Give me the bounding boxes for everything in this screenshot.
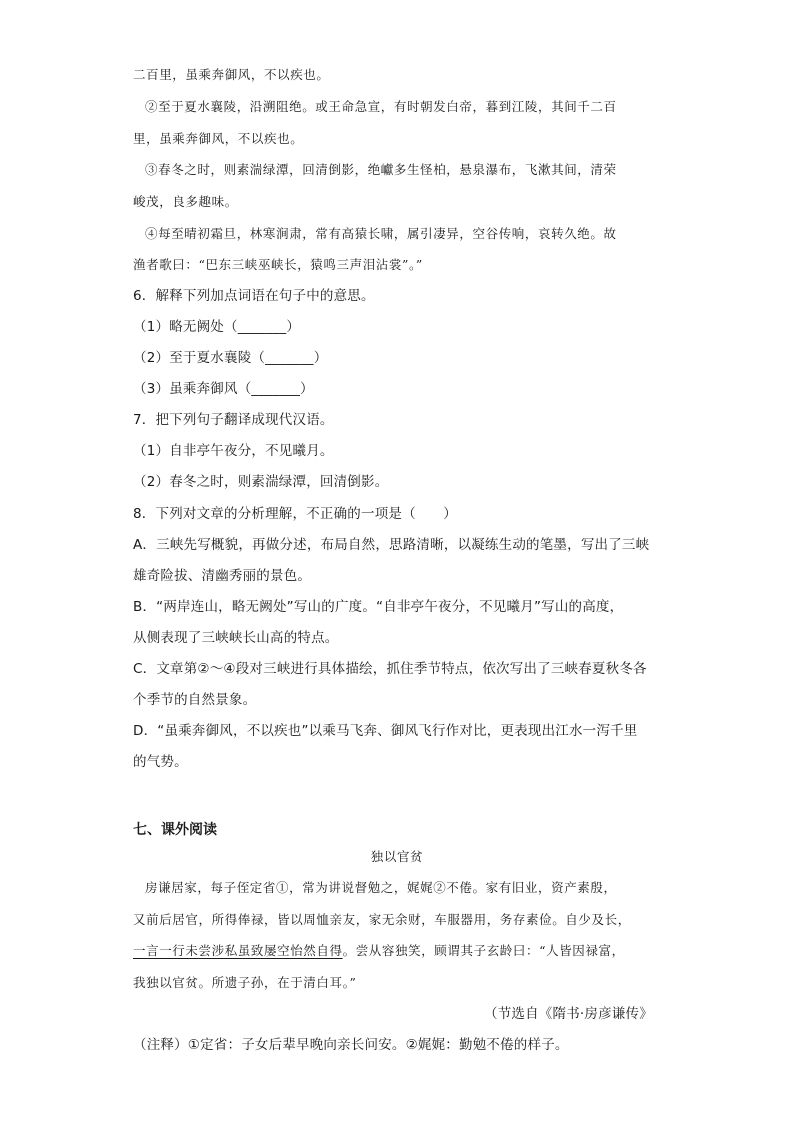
passage-p3-line2: 峻茂，良多趣味。 [133, 194, 238, 209]
question-8-option-b-line2: 从侧表现了三峡峡长山高的特点。 [133, 630, 339, 646]
question-8-option-d-line2: 的气势。 [133, 754, 188, 770]
question-8-option-a-line2: 雄奇险拔、清幽秀丽的景色。 [133, 568, 312, 584]
passage-p1-line1: 二百里，虽乘奔御风，不以疾也。 [133, 67, 330, 82]
section-7-line3-rest: 。尝从容独笑，顾谓其子玄龄曰：“人皆因禄富， [342, 943, 625, 958]
question-6-item-1: （1）略无阙处（_______） [133, 319, 301, 335]
question-8-option-c-line1: C．文章第②～④段对三峡进行具体描绘，抓住季节特点，依次写出了三峡春夏秋冬各 [133, 661, 647, 677]
passage-p4-line2: 渔者歌曰：“巴东三峡巫峡长，猿鸣三声泪沾裳”。” [133, 257, 423, 272]
section-7-line1: 房谦居家，每子侄定省①，常为讲说督勉之，娓娓②不倦。家有旧业，资产素殷， [145, 880, 617, 895]
question-7-item-1: （1）自非亭午夜分，不见曦月。 [133, 443, 334, 459]
section-7-title: 独以官贫 [370, 849, 424, 864]
passage-p2-line1: ②至于夏水襄陵，沿溯阻绝。或王命急宣，有时朝发白帝，暮到江陵，其间千二百 [145, 99, 617, 114]
section-7-line4: 我独以官贫。所遗子孙，在于清白耳。” [133, 975, 357, 990]
question-8-option-c-line2: 个季节的自然景象。 [133, 692, 257, 708]
question-6-item-3: （3）虽乘奔御风（_______） [133, 381, 314, 397]
passage-p4-line1: ④每至晴初霜旦，林寒涧肃，常有高猿长啸，属引凄异，空谷传响，哀转久绝。故 [145, 226, 617, 241]
question-8-option-d-line1: D．“虽乘奔御风，不以疾也”以乘马飞奔、御风飞行作对比，更表现出江水一泻千里 [133, 723, 638, 739]
question-7-stem: 7．把下列句子翻译成现代汉语。 [133, 412, 334, 428]
section-7-heading: 七、课外阅读 [133, 822, 217, 838]
passage-p2-line2: 里，虽乘奔御风，不以疾也。 [133, 131, 304, 146]
passage-p3-line1: ③春冬之时，则素湍绿潭，回清倒影，绝巘多生怪柏，悬泉瀑布，飞漱其间，清荣 [145, 162, 617, 177]
question-7-item-2: （2）春冬之时，则素湍绿潭，回清倒影。 [133, 474, 389, 490]
question-6-stem: 6．解释下列加点词语在句子中的意思。 [133, 288, 375, 304]
section-7-line2: 又前后居官，所得俸禄，皆以周恤亲友，家无余财，车服器用，务存素俭。自少及长， [133, 912, 631, 927]
source-citation: （节选自《隋书·房彦谦传》 [484, 1006, 653, 1022]
section-7-line3 [133, 942, 625, 960]
question-8-option-a-line1: A．三峡先写概貌，再做分述，布局自然，思路清晰，以凝练生动的笔墨，写出了三峡 [133, 537, 650, 553]
question-6-item-2: （2）至于夏水襄陵（_______） [133, 350, 328, 366]
question-8-stem: 8．下列对文章的分析理解，不正确的一项是（ ） [133, 506, 457, 522]
underlined-sentence: 一言一行未尝涉私虽致屡空怡然自得 [133, 943, 343, 958]
annotation-notes: （注释）①定省：子女后辈早晚向亲长问安。②娓娓：勤勉不倦的样子。 [133, 1037, 569, 1053]
question-8-option-b-line1: B．“两岸连山，略无阙处”写山的广度。“自非亭午夜分，不见曦月”写山的高度， [133, 599, 624, 615]
